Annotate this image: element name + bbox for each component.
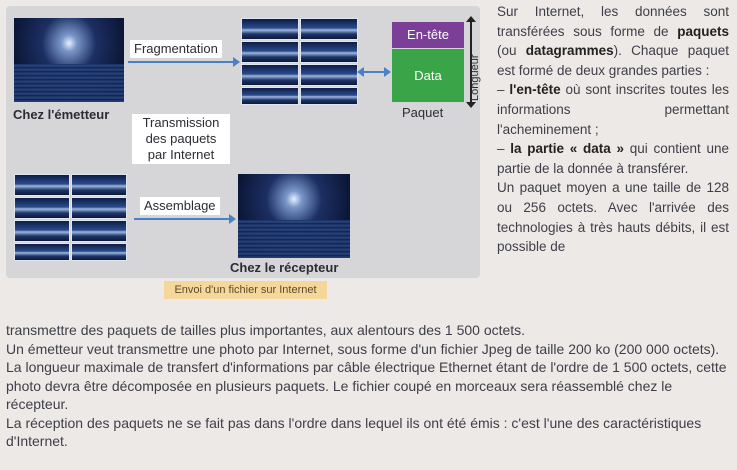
side-text: Sur Internet, les données sont transférées sous forme de paquets (ou datagrammes). Chaque paquet est formé de deux grandes parties : – l'en-tête où sont inscrites toutes les informations permettant l'acheminement ; – la partie « data » qui contient une partie de la donnée à transférer. Un paquet moyen a une taille de 128 ou 256 octets. Avec l'arrivée des technologies à très hauts débits, il est possible de: [497, 4, 730, 255]
receiver-label: Chez le récepteur: [230, 260, 339, 275]
assemblage-label: Assemblage: [140, 197, 220, 215]
assemblage-arrow: [134, 218, 230, 220]
packet-header: En-tête: [392, 22, 464, 48]
fragmentation-label: Fragmentation: [130, 40, 222, 58]
figure-caption: Envoi d'un fichier sur Internet: [164, 281, 327, 299]
paragraph-example: Un émetteur veut transmettre une photo par Internet, sous forme d'un fichier Jpeg de taille 200 ko (200 000 octets). La longueur maximale de transfert d'informations par câble électrique Ethernet étant de l'ordre de 1 500 octets, cette photo devra être décomposée en plusieurs paquets. Le fichier coupé en morceaux sera réassemblé chez le récepteur.: [6, 340, 727, 412]
length-label: Longueur: [469, 54, 481, 101]
receiver-photo: [238, 174, 350, 258]
sender-photo: [14, 18, 124, 102]
body-text: [6, 321, 732, 451]
paragraph-reception: La réception des paquets ne se fait pas dans l'ordre dans lequel ils ont été émis : c'est l'une des caractéristiques d'Internet.: [6, 414, 702, 449]
transmission-label: Transmission des paquets par Internet: [132, 114, 230, 164]
packet-data: Data: [392, 49, 464, 102]
packet-label: Paquet: [402, 105, 444, 120]
fragmentation-arrow: [128, 61, 234, 63]
paragraph-continuation: transmettre des paquets de tailles plus importantes, aux alentours des 1 500 octets.: [6, 322, 526, 338]
diagram-figure: [6, 6, 480, 278]
sender-label: Chez l'émetteur: [13, 107, 110, 122]
packet-link-arrow: [363, 71, 385, 73]
